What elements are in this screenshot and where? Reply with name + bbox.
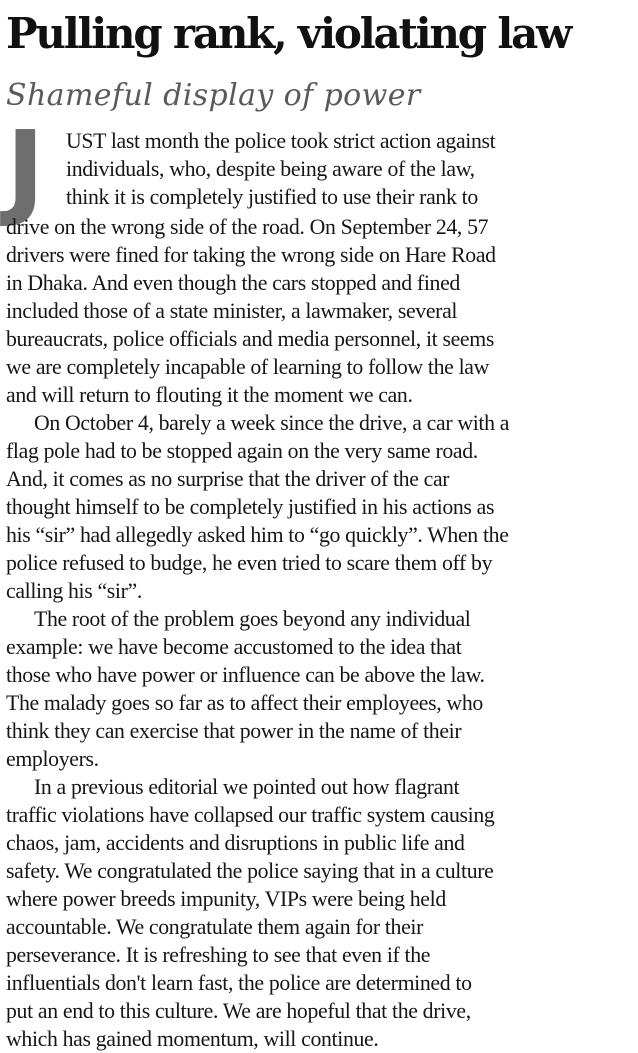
text-line: accountable. We congratulate them again for their bbox=[6, 915, 424, 939]
text-line: police refused to budge, he even tried to scare them off by bbox=[6, 551, 493, 575]
text-line: perseverance. It is refreshing to see that even if the bbox=[6, 943, 431, 967]
text-line: where power breeds impunity, VIPs were being held bbox=[6, 887, 446, 911]
text-line: example: we have become accustomed to the idea that bbox=[6, 635, 462, 659]
text-line: those who have power or influence can be above the law. bbox=[6, 663, 485, 687]
text-line: safety. We congratulated the police saying that in a culture bbox=[6, 859, 494, 883]
text-line: And, it comes as no surprise that the driver of the car bbox=[6, 467, 450, 491]
text-line: The malady goes so far as to affect their employees, who bbox=[6, 691, 483, 715]
drop-cap: J bbox=[6, 108, 45, 230]
text-line: On October 4, barely a week since the drive, a car with a bbox=[34, 411, 510, 435]
text-line: In a previous editorial we pointed out how flagrant bbox=[34, 775, 460, 799]
paragraph-1 bbox=[6, 108, 632, 409]
text-line: bureaucrats, police officials and media personnel, it seems bbox=[6, 327, 494, 351]
text-line: The root of the problem goes beyond any individual bbox=[34, 607, 471, 631]
text-line: think they can exercise that power in the name of their bbox=[6, 719, 462, 743]
text-line: his “sir” had allegedly asked him to “go quickly”. When the bbox=[6, 523, 509, 547]
paragraph-3 bbox=[6, 605, 632, 773]
paragraph-2 bbox=[6, 409, 632, 605]
text-line: chaos, jam, accidents and disruptions in public life and bbox=[6, 831, 465, 855]
text-line: calling his “sir”. bbox=[6, 579, 142, 603]
text-line: thought himself to be completely justified in his actions as bbox=[6, 495, 495, 519]
text-line: and will return to flouting it the moment we can. bbox=[6, 383, 413, 407]
text-line: UST last month the police took strict action against bbox=[66, 129, 496, 153]
text-line: put an end to this culture. We are hopeful that the drive, bbox=[6, 999, 471, 1023]
paragraph-4 bbox=[6, 773, 632, 1053]
text-line: which has gained momentum, will continue. bbox=[6, 1027, 379, 1051]
article-body bbox=[6, 108, 632, 1053]
text-line: drive on the wrong side of the road. On September 24, 57 bbox=[6, 215, 489, 239]
text-line: traffic violations have collapsed our traffic system causing bbox=[6, 803, 495, 827]
text-line: think it is completely justified to use their rank to bbox=[66, 185, 478, 209]
text-line: individuals, who, despite being aware of the law, bbox=[66, 157, 475, 181]
subhead: Shameful display of power bbox=[6, 78, 421, 113]
text-line: flag pole had to be stopped again on the very same road. bbox=[6, 439, 478, 463]
text-line: employers. bbox=[6, 747, 99, 771]
text-line: drivers were fined for taking the wrong side on Hare Road bbox=[6, 243, 496, 267]
headline: Pulling rank, violating law bbox=[6, 9, 571, 58]
text-line: in Dhaka. And even though the cars stopped and fined bbox=[6, 271, 460, 295]
text-line: included those of a state minister, a lawmaker, several bbox=[6, 299, 458, 323]
text-line: we are completely incapable of learning to follow the law bbox=[6, 355, 489, 379]
text-line: influentials don't learn fast, the police are determined to bbox=[6, 971, 472, 995]
